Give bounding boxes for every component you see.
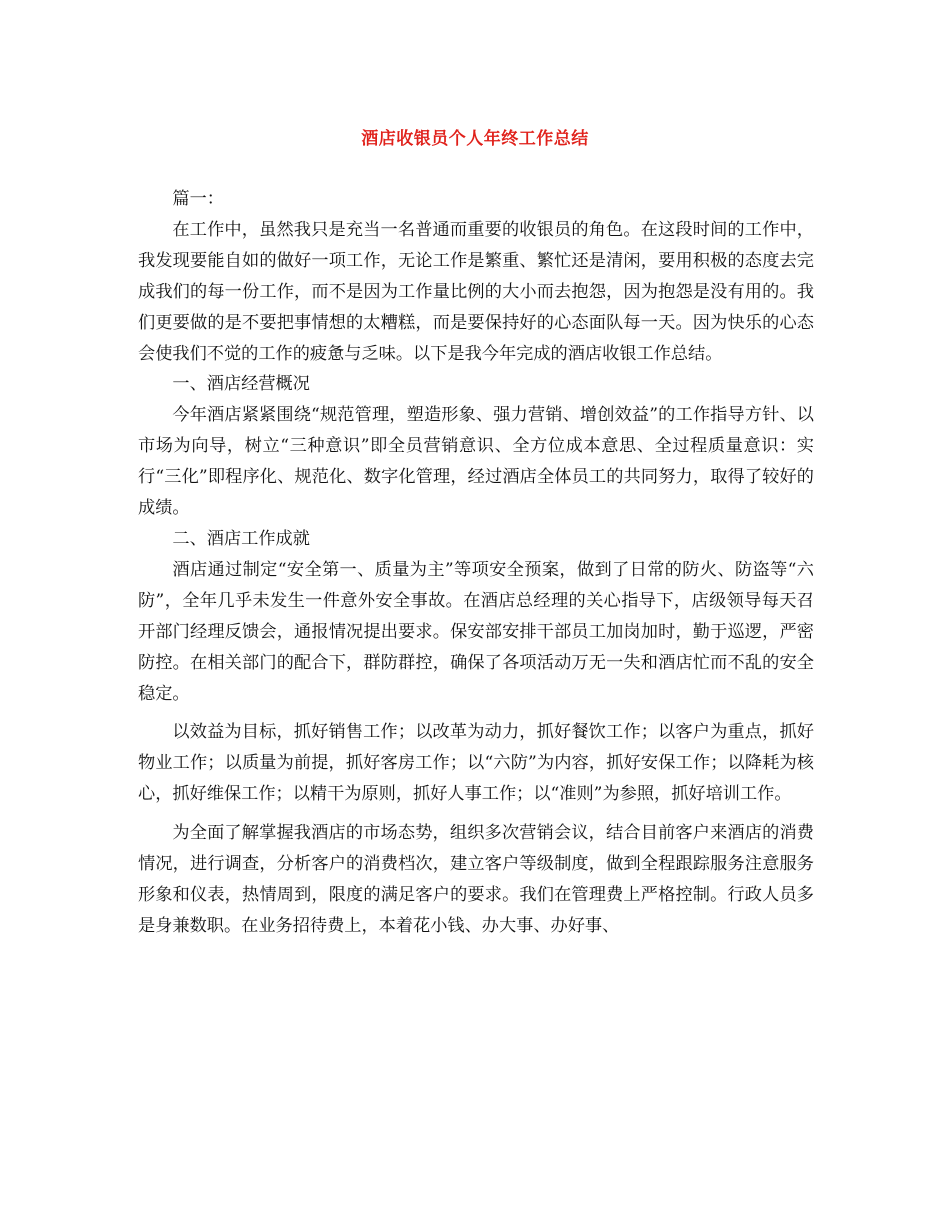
section-heading-part-one: 篇一： [172, 189, 224, 209]
section-heading-overview: 一、酒店经营概况 [172, 374, 310, 395]
paragraph-overview: 今年酒店紧紧围绕“规范管理，塑造形象、强力营销、增创效益”的工作指导方针、以市场为向导，树立“三种意识”即全员营销意识、全方位成本意思、全过程质量意识：实行“三化”即程序化、规范化、数字化管理，经过酒店全体员工的共同努力，取得了较好的成绩。 [138, 405, 814, 519]
section-heading-achievements: 二、酒店工作成就 [172, 528, 310, 549]
paragraph-marketing: 为全面了解掌握我酒店的市场态势，组织多次营销会议，结合目前客户来酒店的消费情况，进行调查，分析客户的消费档次，建立客户等级制度，做到全程跟踪服务注意服务形象和仪表，热情周到，限度的满足客户的要求。我们在管理费上严格控制。行政人员多是身兼数职。在业务招待费上，本着花小钱、办大事、办好事、 [138, 823, 814, 936]
paragraph-intro: 在工作中，虽然我只是充当一名普通而重要的收银员的角色。在这段时间的工作中，我发现要能自如的做好一项工作，无论工作是繁重、繁忙还是清闲，要用积极的态度去完成我们的每一份工作，而不是因为工作量比例的大小而去抱怨，因为抱怨是没有用的。我们更要做的是不要把事情想的太糟糕，而是要保持好的心态面队每一天。因为快乐的心态会使我们不觉的工作的疲惫与乏味。以下是我今年完成的酒店收银工作总结。 [138, 219, 814, 364]
paragraph-goals: 以效益为目标，抓好销售工作；以改革为动力，抓好餐饮工作；以客户为重点，抓好物业工作；以质量为前提，抓好客房工作；以“六防”为内容，抓好安保工作；以降耗为核心，抓好维保工作；以精干为原则，抓好人事工作；以“准则”为参照，抓好培训工作。 [138, 722, 814, 805]
document-body [138, 184, 814, 942]
document-title: 酒店收银员个人年终工作总结 [361, 129, 589, 149]
paragraph-safety: 酒店通过制定“安全第一、质量为主”等项安全预案，做到了日常的防火、防盗等“六防”，全年几乎未发生一件意外安全事故。在酒店总经理的关心指导下，店级领导每天召开部门经理反馈会，通报情况提出要求。保安部安排干部员工加岗加时，勤于巡逻，严密防控。在相关部门的配合下，群防群控，确保了各项活动万无一失和酒店忙而不乱的安全稳定。 [138, 559, 814, 704]
